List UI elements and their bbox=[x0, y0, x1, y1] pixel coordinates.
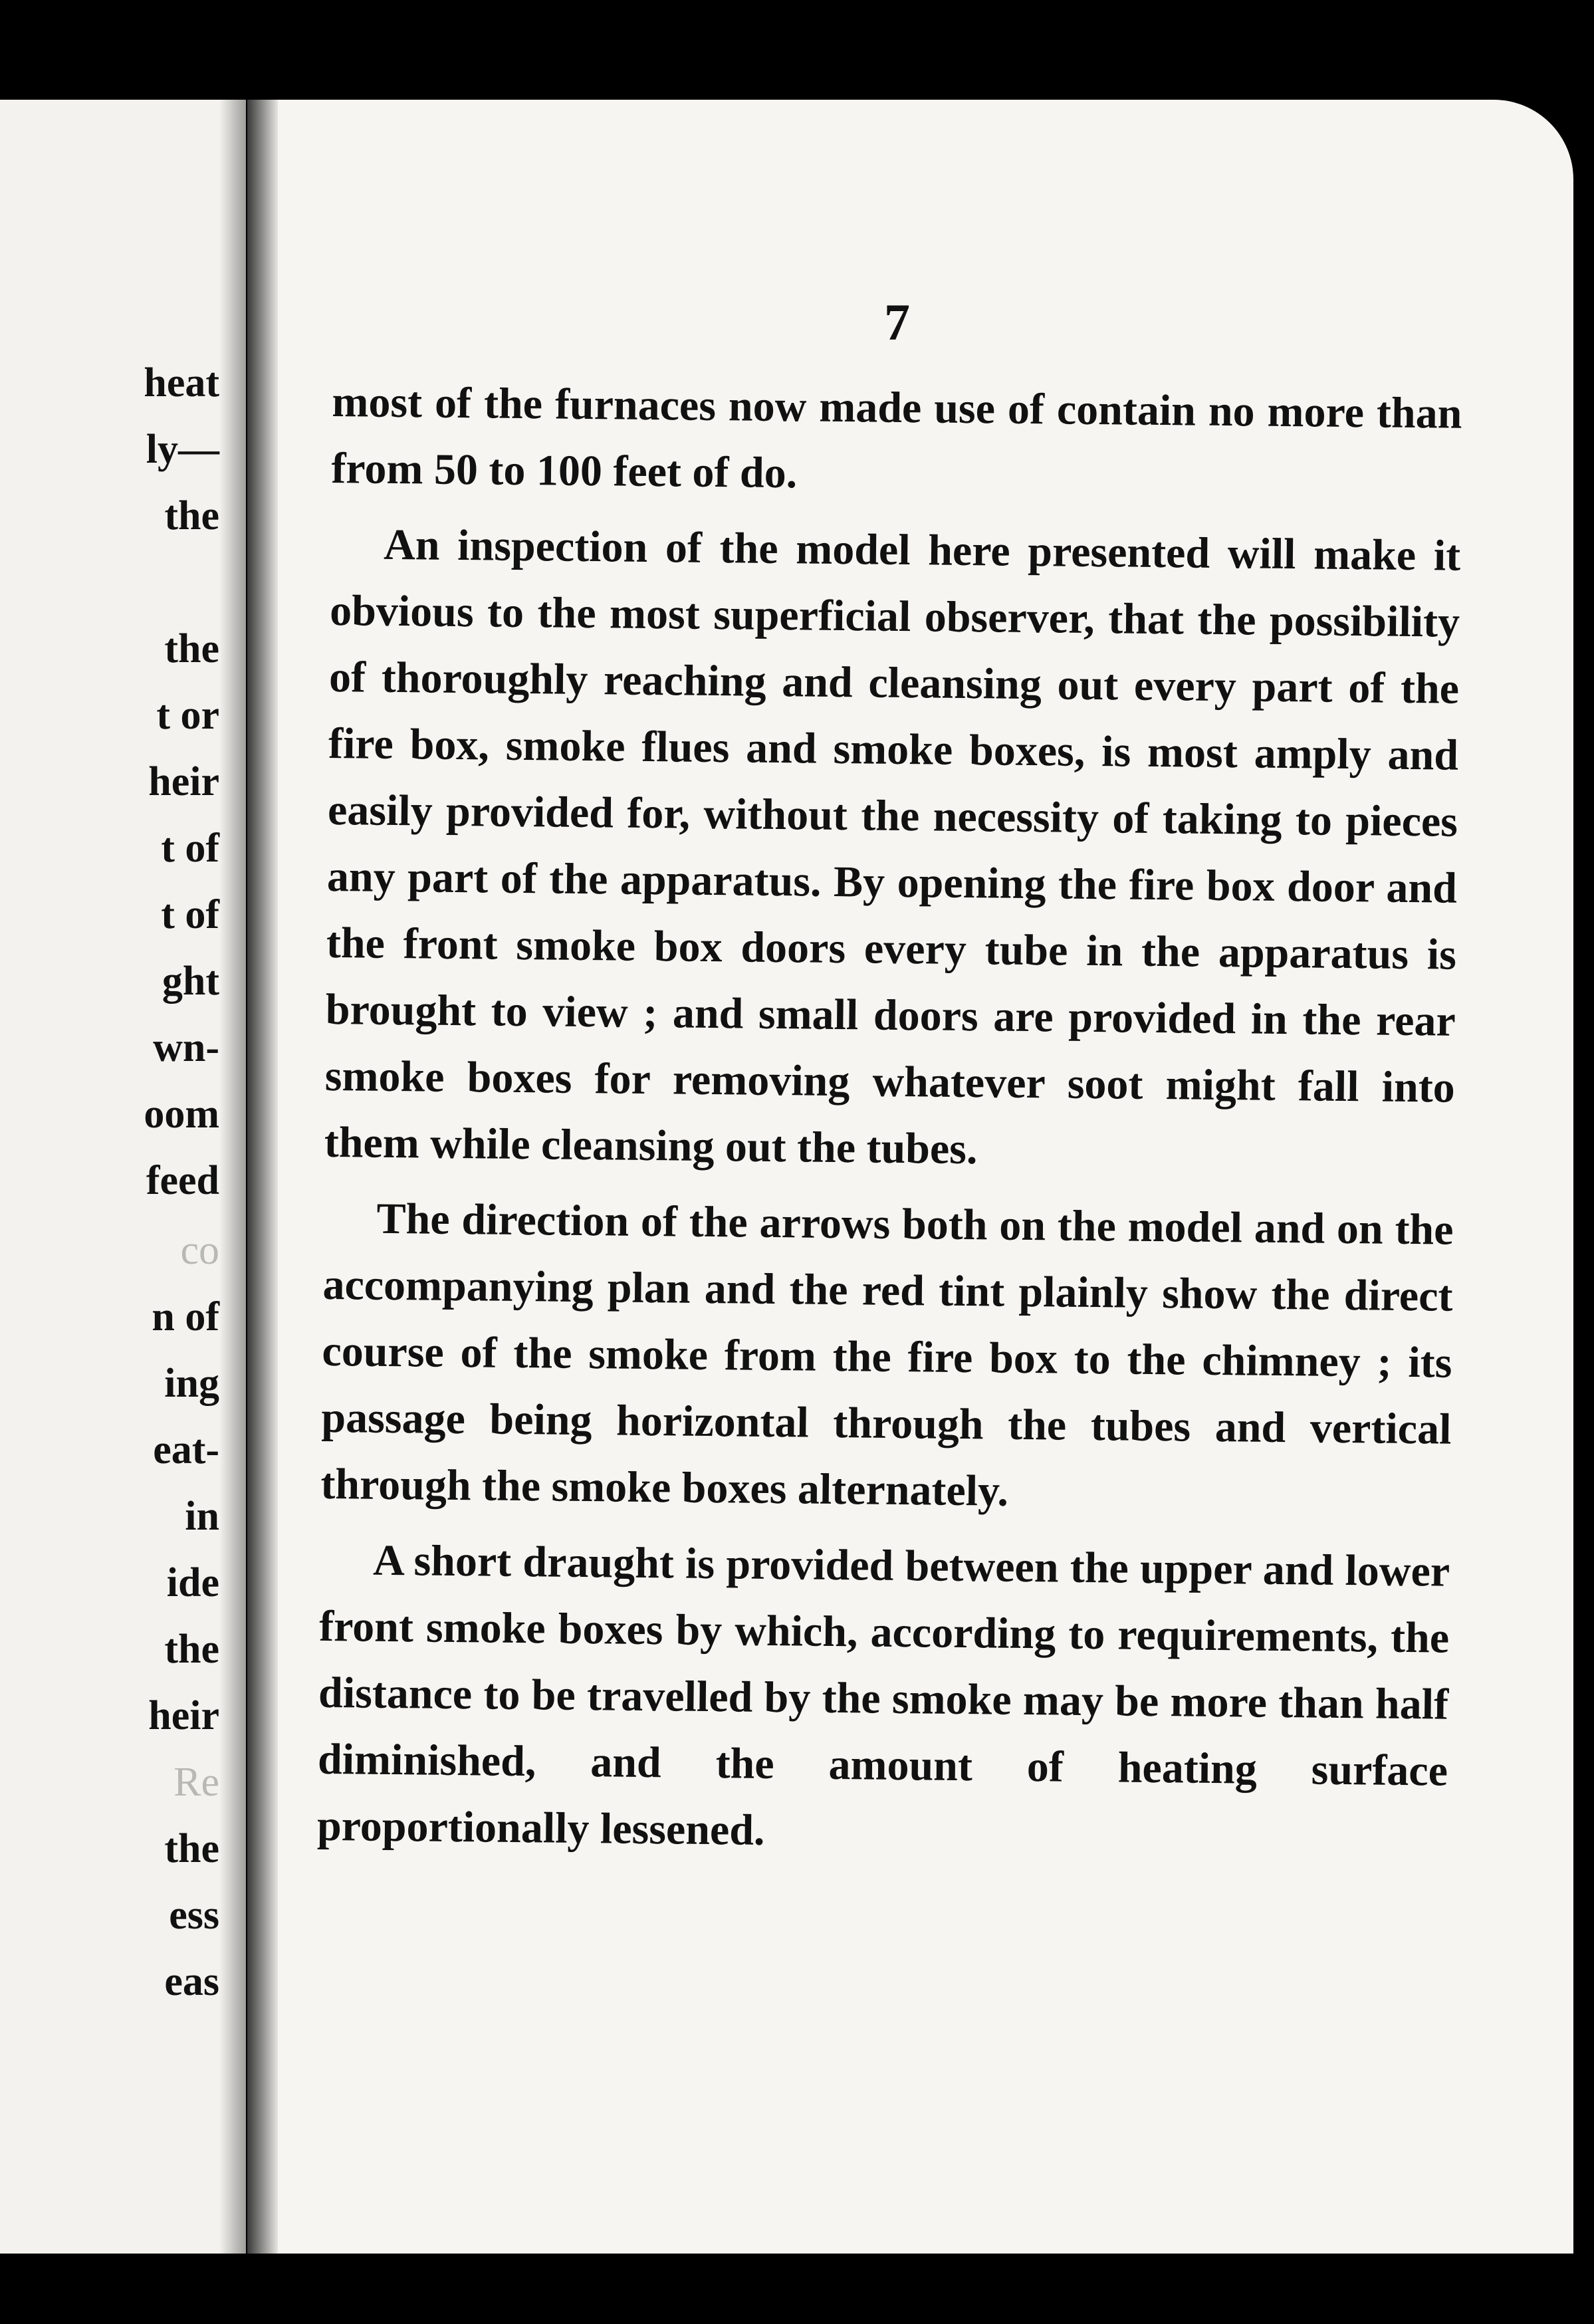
left-page-fragment: heat bbox=[144, 360, 219, 406]
left-page-fragment: ly— bbox=[146, 427, 219, 472]
paragraph: An inspection of the model here presented will make it obvious to the most superficial observer, that the possibility of thoroughly reaching and cleansing out every part of the fire box, smoke flues and smoke boxes, is most amply and easily provided for, without the necessity of taking to pieces any part of the apparatus. By opening the fire box door and the front smoke box doors every tube in the apparatus is brought to view ; and small doors are provided in the rear smoke boxes for removing whatever soot might fall into them while cleansing out the tubes. bbox=[324, 520, 1461, 1174]
left-page-fragment: ing bbox=[164, 1361, 219, 1406]
left-page-fragment: feed bbox=[146, 1158, 219, 1203]
left-page-fragment: ide bbox=[166, 1560, 219, 1605]
left-page-fragment: co bbox=[180, 1228, 219, 1273]
left-page-fragment: the bbox=[164, 493, 219, 538]
left-page-fragment: oom bbox=[144, 1092, 219, 1137]
left-page-fragment: wn- bbox=[153, 1025, 219, 1070]
left-page-fragment: n of bbox=[152, 1294, 219, 1339]
left-page-fragment: ess bbox=[169, 1893, 219, 1938]
page-number: 7 bbox=[884, 293, 910, 351]
paragraph: A short draught is provided between the upper and lower front smoke boxes by which, according to requirements, the distance to be travelled by the smoke may be more than half diminished, and the amount of heating surface proportionally lessened. bbox=[316, 1536, 1450, 1855]
left-page-fragment: eat- bbox=[153, 1427, 219, 1472]
page-spine-shadow bbox=[247, 100, 278, 2254]
left-page-fragment: Re bbox=[173, 1760, 219, 1805]
left-page-fragment: the bbox=[164, 1826, 219, 1871]
left-page-fragment: t or bbox=[156, 693, 219, 738]
left-page-fragment: in bbox=[185, 1494, 219, 1539]
left-page-fragment: the bbox=[164, 626, 219, 671]
body-text bbox=[316, 369, 1462, 1881]
left-page-fragment: ght bbox=[162, 959, 219, 1004]
left-page-fragment: t of bbox=[161, 892, 219, 937]
left-page-fragment: the bbox=[164, 1627, 219, 1672]
gutter-shadow bbox=[219, 100, 246, 2254]
left-page-fragment: t of bbox=[161, 826, 219, 871]
left-page-fragment: eas bbox=[164, 1959, 219, 2004]
left-page-fragment: heir bbox=[148, 1693, 219, 1738]
left-page-fragment: heir bbox=[148, 759, 219, 804]
paragraph: The direction of the arrows both on the model and on the accompanying plan and the red tint plainly show the direct course of the smoke from the fire box to the chimney ; its passage being horizontal through the tubes and vertical through the smoke boxes alternately. bbox=[320, 1194, 1454, 1516]
previous-page-strip bbox=[0, 100, 246, 2254]
paragraph: most of the furnaces now made use of contain no more than from 50 to 100 feet of do. bbox=[331, 377, 1462, 498]
